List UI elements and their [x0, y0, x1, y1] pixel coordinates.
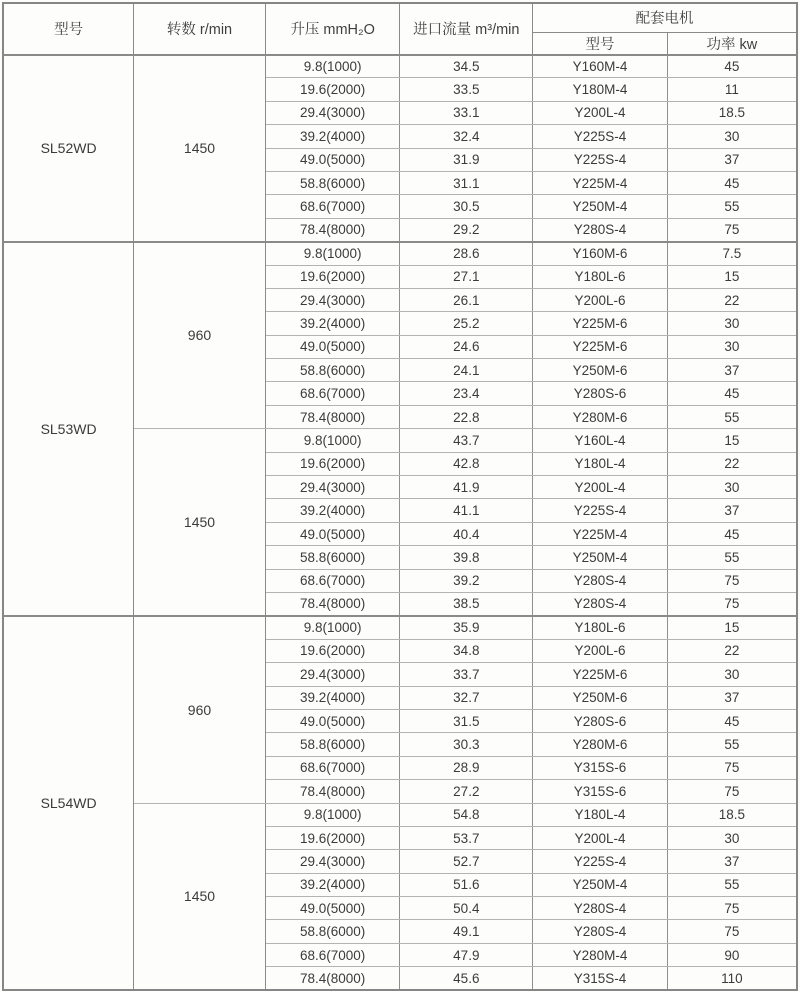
pressure-cell: 29.4(3000) — [265, 101, 400, 124]
motor-model-cell: Y250M-4 — [533, 546, 668, 569]
flow-cell: 22.8 — [400, 405, 533, 428]
pressure-cell: 39.2(4000) — [265, 499, 400, 522]
motor-model-cell: Y280S-4 — [533, 592, 668, 615]
motor-model-cell: Y200L-4 — [533, 476, 668, 499]
header-speed: 转数 r/min — [134, 3, 266, 55]
pressure-cell: 29.4(3000) — [265, 663, 400, 686]
motor-model-cell: Y250M-4 — [533, 195, 668, 218]
pressure-cell: 68.6(7000) — [265, 569, 400, 592]
flow-cell: 42.8 — [400, 452, 533, 475]
pressure-cell: 68.6(7000) — [265, 195, 400, 218]
flow-cell: 40.4 — [400, 522, 533, 545]
flow-cell: 31.1 — [400, 171, 533, 194]
power-cell: 15 — [667, 429, 797, 452]
pressure-cell: 58.8(6000) — [265, 546, 400, 569]
power-cell: 30 — [667, 826, 797, 849]
flow-cell: 24.1 — [400, 359, 533, 382]
flow-cell: 49.1 — [400, 920, 533, 943]
pressure-cell: 68.6(7000) — [265, 756, 400, 779]
motor-model-cell: Y225S-4 — [533, 499, 668, 522]
motor-model-cell: Y200L-4 — [533, 826, 668, 849]
pressure-cell: 9.8(1000) — [265, 803, 400, 826]
motor-model-cell: Y160M-6 — [533, 242, 668, 265]
pressure-cell: 58.8(6000) — [265, 920, 400, 943]
header-flow: 进口流量 m³/min — [400, 3, 533, 55]
pressure-cell: 58.8(6000) — [265, 359, 400, 382]
flow-cell: 47.9 — [400, 943, 533, 966]
table-body — [3, 55, 797, 991]
table-header — [3, 3, 797, 55]
header-motor-group: 配套电机 — [533, 3, 797, 32]
pressure-cell: 49.0(5000) — [265, 335, 400, 358]
pressure-cell: 9.8(1000) — [265, 55, 400, 78]
power-cell: 45 — [667, 709, 797, 732]
motor-model-cell: Y180L-6 — [533, 616, 668, 639]
power-cell: 75 — [667, 756, 797, 779]
power-cell: 45 — [667, 55, 797, 78]
motor-model-cell: Y200L-6 — [533, 639, 668, 662]
motor-model-cell: Y225S-4 — [533, 125, 668, 148]
power-cell: 75 — [667, 780, 797, 803]
power-cell: 55 — [667, 546, 797, 569]
flow-cell: 30.3 — [400, 733, 533, 756]
header-model: 型号 — [3, 3, 134, 55]
motor-model-cell: Y250M-4 — [533, 873, 668, 896]
motor-model-cell: Y250M-6 — [533, 686, 668, 709]
flow-cell: 32.7 — [400, 686, 533, 709]
pressure-cell: 39.2(4000) — [265, 873, 400, 896]
flow-cell: 31.5 — [400, 709, 533, 732]
flow-cell: 39.8 — [400, 546, 533, 569]
motor-model-cell: Y315S-6 — [533, 756, 668, 779]
motor-model-cell: Y315S-6 — [533, 780, 668, 803]
motor-model-cell: Y225M-4 — [533, 171, 668, 194]
power-cell: 45 — [667, 522, 797, 545]
pressure-cell: 39.2(4000) — [265, 125, 400, 148]
motor-model-cell: Y280S-4 — [533, 897, 668, 920]
flow-cell: 30.5 — [400, 195, 533, 218]
power-cell: 30 — [667, 125, 797, 148]
motor-model-cell: Y280S-4 — [533, 218, 668, 241]
flow-cell: 52.7 — [400, 850, 533, 873]
table-row — [3, 242, 797, 265]
pressure-cell: 49.0(5000) — [265, 148, 400, 171]
speed-cell: 1450 — [134, 429, 266, 616]
power-cell: 75 — [667, 218, 797, 241]
power-cell: 18.5 — [667, 101, 797, 124]
power-cell: 45 — [667, 171, 797, 194]
flow-cell: 31.9 — [400, 148, 533, 171]
blower-spec-table — [2, 2, 798, 991]
power-cell: 30 — [667, 312, 797, 335]
flow-cell: 34.5 — [400, 55, 533, 78]
pressure-cell: 29.4(3000) — [265, 288, 400, 311]
power-cell: 37 — [667, 359, 797, 382]
motor-model-cell: Y315S-4 — [533, 967, 668, 990]
power-cell: 37 — [667, 850, 797, 873]
motor-model-cell: Y200L-4 — [533, 101, 668, 124]
header-pressure: 升压 mmH₂O — [265, 3, 400, 55]
flow-cell: 32.4 — [400, 125, 533, 148]
pressure-cell: 68.6(7000) — [265, 382, 400, 405]
flow-cell: 50.4 — [400, 897, 533, 920]
flow-cell: 33.7 — [400, 663, 533, 686]
power-cell: 45 — [667, 382, 797, 405]
flow-cell: 38.5 — [400, 592, 533, 615]
flow-cell: 39.2 — [400, 569, 533, 592]
speed-cell: 1450 — [134, 803, 266, 990]
motor-model-cell: Y225M-6 — [533, 335, 668, 358]
pressure-cell: 9.8(1000) — [265, 429, 400, 452]
pressure-cell: 78.4(8000) — [265, 780, 400, 803]
motor-model-cell: Y280M-6 — [533, 733, 668, 756]
flow-cell: 33.1 — [400, 101, 533, 124]
flow-cell: 53.7 — [400, 826, 533, 849]
motor-model-cell: Y280M-6 — [533, 405, 668, 428]
flow-cell: 33.5 — [400, 78, 533, 101]
model-cell: SL53WD — [3, 242, 134, 616]
speed-cell: 1450 — [134, 55, 266, 242]
motor-model-cell: Y280S-4 — [533, 920, 668, 943]
speed-cell: 960 — [134, 616, 266, 803]
power-cell: 18.5 — [667, 803, 797, 826]
flow-cell: 34.8 — [400, 639, 533, 662]
flow-cell: 45.6 — [400, 967, 533, 990]
pressure-cell: 58.8(6000) — [265, 171, 400, 194]
power-cell: 55 — [667, 405, 797, 428]
pressure-cell: 39.2(4000) — [265, 312, 400, 335]
flow-cell: 23.4 — [400, 382, 533, 405]
pressure-cell: 9.8(1000) — [265, 242, 400, 265]
power-cell: 22 — [667, 452, 797, 475]
pressure-cell: 19.6(2000) — [265, 826, 400, 849]
motor-model-cell: Y250M-6 — [533, 359, 668, 382]
power-cell: 15 — [667, 265, 797, 288]
power-cell: 37 — [667, 686, 797, 709]
header-motor-power: 功率 kw — [667, 32, 797, 55]
motor-model-cell: Y280S-4 — [533, 569, 668, 592]
motor-model-cell: Y160M-4 — [533, 55, 668, 78]
flow-cell: 28.9 — [400, 756, 533, 779]
flow-cell: 25.2 — [400, 312, 533, 335]
motor-model-cell: Y160L-4 — [533, 429, 668, 452]
speed-cell: 960 — [134, 242, 266, 429]
power-cell: 22 — [667, 288, 797, 311]
pressure-cell: 49.0(5000) — [265, 709, 400, 732]
pressure-cell: 68.6(7000) — [265, 943, 400, 966]
pressure-cell: 78.4(8000) — [265, 218, 400, 241]
motor-model-cell: Y225M-6 — [533, 312, 668, 335]
pressure-cell: 19.6(2000) — [265, 639, 400, 662]
pressure-cell: 29.4(3000) — [265, 850, 400, 873]
power-cell: 11 — [667, 78, 797, 101]
motor-model-cell: Y280S-6 — [533, 382, 668, 405]
flow-cell: 41.9 — [400, 476, 533, 499]
power-cell: 37 — [667, 499, 797, 522]
flow-cell: 51.6 — [400, 873, 533, 896]
pressure-cell: 49.0(5000) — [265, 522, 400, 545]
flow-cell: 35.9 — [400, 616, 533, 639]
motor-model-cell: Y200L-6 — [533, 288, 668, 311]
flow-cell: 29.2 — [400, 218, 533, 241]
pressure-cell: 29.4(3000) — [265, 476, 400, 499]
flow-cell: 28.6 — [400, 242, 533, 265]
power-cell: 22 — [667, 639, 797, 662]
flow-cell: 27.2 — [400, 780, 533, 803]
motor-model-cell: Y280S-6 — [533, 709, 668, 732]
pressure-cell: 19.6(2000) — [265, 78, 400, 101]
table-row — [3, 55, 797, 78]
table-row — [3, 616, 797, 639]
motor-model-cell: Y225S-4 — [533, 850, 668, 873]
power-cell: 15 — [667, 616, 797, 639]
power-cell: 30 — [667, 476, 797, 499]
power-cell: 55 — [667, 733, 797, 756]
flow-cell: 43.7 — [400, 429, 533, 452]
pressure-cell: 78.4(8000) — [265, 405, 400, 428]
power-cell: 75 — [667, 897, 797, 920]
flow-cell: 41.1 — [400, 499, 533, 522]
power-cell: 75 — [667, 592, 797, 615]
pressure-cell: 78.4(8000) — [265, 967, 400, 990]
motor-model-cell: Y180M-4 — [533, 78, 668, 101]
flow-cell: 54.8 — [400, 803, 533, 826]
power-cell: 75 — [667, 569, 797, 592]
motor-model-cell: Y225S-4 — [533, 148, 668, 171]
motor-model-cell: Y180L-6 — [533, 265, 668, 288]
pressure-cell: 39.2(4000) — [265, 686, 400, 709]
power-cell: 7.5 — [667, 242, 797, 265]
power-cell: 30 — [667, 335, 797, 358]
power-cell: 55 — [667, 195, 797, 218]
pressure-cell: 58.8(6000) — [265, 733, 400, 756]
power-cell: 75 — [667, 920, 797, 943]
flow-cell: 27.1 — [400, 265, 533, 288]
power-cell: 37 — [667, 148, 797, 171]
header-motor-model: 型号 — [533, 32, 668, 55]
flow-cell: 24.6 — [400, 335, 533, 358]
pressure-cell: 19.6(2000) — [265, 265, 400, 288]
model-cell: SL54WD — [3, 616, 134, 990]
pressure-cell: 19.6(2000) — [265, 452, 400, 475]
motor-model-cell: Y225M-4 — [533, 522, 668, 545]
motor-model-cell: Y180L-4 — [533, 452, 668, 475]
model-cell: SL52WD — [3, 55, 134, 242]
motor-model-cell: Y280M-4 — [533, 943, 668, 966]
power-cell: 55 — [667, 873, 797, 896]
motor-model-cell: Y225M-6 — [533, 663, 668, 686]
pressure-cell: 78.4(8000) — [265, 592, 400, 615]
flow-cell: 26.1 — [400, 288, 533, 311]
power-cell: 90 — [667, 943, 797, 966]
pressure-cell: 49.0(5000) — [265, 897, 400, 920]
power-cell: 30 — [667, 663, 797, 686]
power-cell: 110 — [667, 967, 797, 990]
motor-model-cell: Y180L-4 — [533, 803, 668, 826]
pressure-cell: 9.8(1000) — [265, 616, 400, 639]
